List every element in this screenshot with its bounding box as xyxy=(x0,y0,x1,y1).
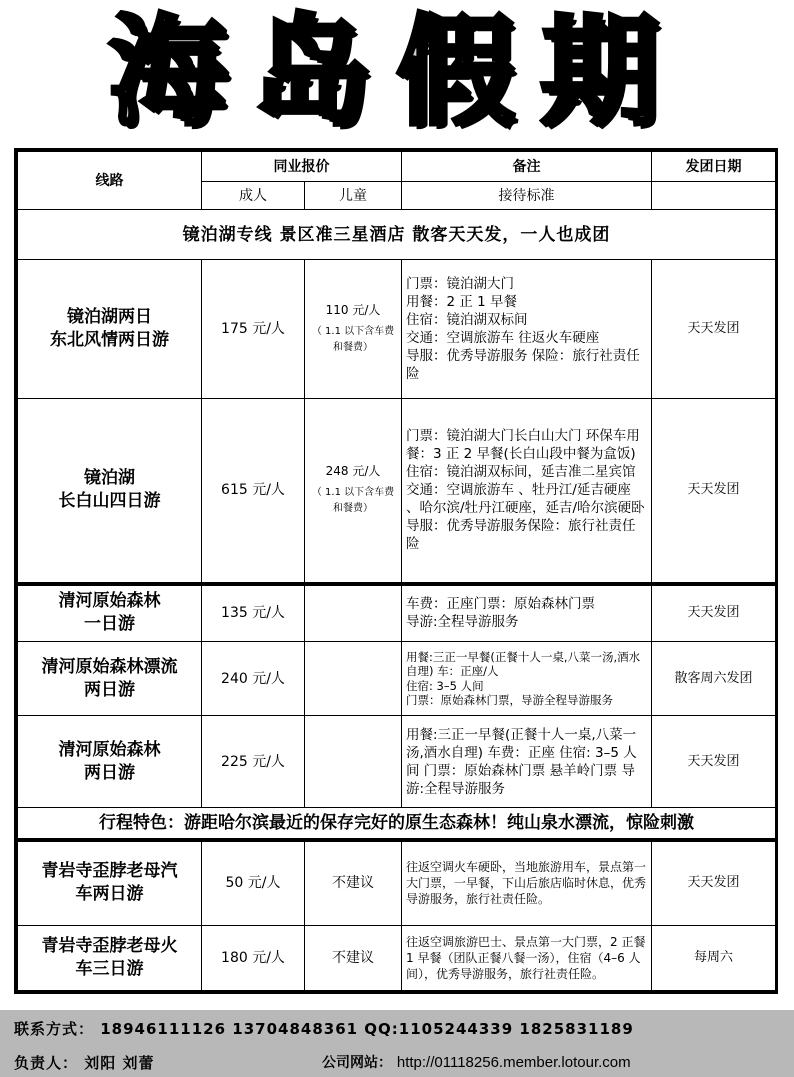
adult-price: 240 元/人 xyxy=(202,642,305,716)
website-line xyxy=(322,1052,631,1072)
price-table xyxy=(17,151,776,991)
child-price xyxy=(305,716,402,808)
section1-banner-row xyxy=(18,210,776,260)
route-name: 两日游 xyxy=(84,762,135,783)
header-remarks: 备注 xyxy=(402,152,652,182)
child-price-cell xyxy=(305,399,402,584)
remarks-cell xyxy=(402,399,652,584)
price-table-frame xyxy=(14,148,778,994)
route-name: 两日游 xyxy=(84,679,135,700)
table-row xyxy=(18,642,776,716)
departure-date: 天天发团 xyxy=(652,840,776,926)
table-row xyxy=(18,926,776,991)
header-child: 儿童 xyxy=(305,182,402,210)
route-name: 一日游 xyxy=(84,614,135,635)
table-row xyxy=(18,716,776,808)
departure-date: 散客周六发团 xyxy=(652,642,776,716)
remark-line: 用餐:三正一早餐(正餐十人一桌,八菜一汤,酒水自理) 车：正座/人 xyxy=(406,649,641,678)
route-name: 东北风情两日游 xyxy=(50,330,169,350)
table-row xyxy=(18,260,776,399)
remark-line: 用餐:三正一早餐(正餐十人一桌,八菜一汤,酒水自理) 车费：正座 住宿: 3–5 人间 门票：原始森林门票 悬羊岭门票 导游:全程导游服务 xyxy=(406,726,637,797)
route-name: 长白山四日游 xyxy=(58,491,161,512)
remark-line: 交通：空调旅游车 往返火车硬座 xyxy=(406,330,600,346)
remarks-cell xyxy=(402,584,652,642)
remark-line: 住宿: 3–5 人间 xyxy=(406,678,484,693)
remark-line: 导游:全程导游服务 xyxy=(406,614,519,631)
website-url[interactable]: http://01118256.member.lotour.com xyxy=(396,1054,631,1071)
remarks-cell xyxy=(402,642,652,716)
route-cell xyxy=(18,399,202,584)
route-cell xyxy=(18,926,202,991)
remark-line: 门票：原始森林门票，导游全程导游服务 xyxy=(406,693,613,707)
route-cell xyxy=(18,840,202,926)
header-route: 线路 xyxy=(18,152,202,210)
header-adult: 成人 xyxy=(202,182,305,210)
departure-date: 天天发团 xyxy=(652,716,776,808)
person-line xyxy=(14,1052,154,1073)
route-name: 镜泊湖 xyxy=(84,468,135,489)
remarks-cell xyxy=(402,716,652,808)
remark-line: 车费：正座门票：原始森林门票 xyxy=(406,596,595,613)
section2-banner: 行程特色：游距哈尔滨最近的保存完好的原生态森林！纯山泉水漂流，惊险刺激 xyxy=(18,808,776,840)
child-price xyxy=(305,642,402,716)
route-name: 青岩寺歪脖老母汽 xyxy=(41,861,178,882)
contact-label: 联系方式： xyxy=(14,1020,95,1038)
header-empty xyxy=(652,182,776,210)
route-cell xyxy=(18,584,202,642)
remarks-cell xyxy=(402,840,652,926)
child-price: 不建议 xyxy=(305,840,402,926)
page-title: 海岛假期 xyxy=(108,3,685,141)
header-standard: 接待标准 xyxy=(402,182,652,210)
section1-banner: 镜泊湖专线 景区准三星酒店 散客天天发，一人也成团 xyxy=(18,210,776,260)
remark-line: 往返空调火车硬卧，当地旅游用车，景点第一大门票，一早餐，下山后旅店临时休息，优秀导游服务，旅行社责任险。 xyxy=(406,860,647,907)
remark-line: 住宿：镜泊湖双标间，延吉准二星宾馆交通：空调旅游车 、牡丹江/延吉硬座 、哈尔滨/牡丹江硬座，延吉/哈尔滨硬卧导服：优秀导游服务保险：旅行社责任险 xyxy=(406,464,645,553)
route-name: 清河原始森林 xyxy=(58,739,161,760)
person-label: 负责人： xyxy=(14,1054,79,1072)
adult-price: 175 元/人 xyxy=(202,260,305,399)
remark-line: 门票：镜泊湖大门长白山大门 环保车用餐：3 正 2 早餐(长白山段中餐为盒饭) xyxy=(406,428,640,463)
child-price-note: （ 1.1 以下含车费和餐费） xyxy=(311,487,395,515)
header-peer-price: 同业报价 xyxy=(202,152,402,182)
route-name: 车两日游 xyxy=(75,884,144,905)
remark-line: 门票：镜泊湖大门 xyxy=(406,276,514,292)
footer xyxy=(0,1010,794,1077)
adult-price: 225 元/人 xyxy=(202,716,305,808)
section2-banner-row xyxy=(18,808,776,840)
departure-date: 天天发团 xyxy=(652,260,776,399)
route-name: 镜泊湖两日 xyxy=(67,307,152,327)
departure-date: 每周六 xyxy=(652,926,776,991)
remark-line: 导服：优秀导游服务 保险：旅行社责任险 xyxy=(406,348,640,382)
route-cell xyxy=(18,260,202,399)
header-departure: 发团日期 xyxy=(652,152,776,182)
child-price: 不建议 xyxy=(305,926,402,991)
table-row xyxy=(18,584,776,642)
website-label: 公司网站： xyxy=(322,1055,392,1071)
route-name: 清河原始森林 xyxy=(58,591,161,612)
route-name: 青岩寺歪脖老母火 xyxy=(41,936,178,956)
remarks-cell xyxy=(402,926,652,991)
contact-line xyxy=(14,1018,634,1039)
adult-price: 135 元/人 xyxy=(202,584,305,642)
header-row xyxy=(18,152,776,182)
route-cell xyxy=(18,642,202,716)
departure-date: 天天发团 xyxy=(652,399,776,584)
table-row xyxy=(18,399,776,584)
route-cell xyxy=(18,716,202,808)
route-name: 车三日游 xyxy=(75,959,144,979)
remark-line: 住宿：镜泊湖双标间 xyxy=(406,312,528,328)
contact-numbers: 18946111126 13704848361 QQ:1105244339 1825831189 xyxy=(100,1020,634,1038)
remarks-cell xyxy=(402,260,652,399)
adult-price: 180 元/人 xyxy=(202,926,305,991)
departure-date: 天天发团 xyxy=(652,584,776,642)
route-name: 清河原始森林漂流 xyxy=(41,656,178,677)
table-row xyxy=(18,840,776,926)
person-names: 刘阳 刘蕾 xyxy=(84,1054,155,1072)
adult-price: 50 元/人 xyxy=(202,840,305,926)
child-price xyxy=(305,584,402,642)
child-price: 248 元/人 xyxy=(325,464,381,479)
remark-line: 往返空调旅游巴士、景点第一大门票，2 正餐 1 早餐（团队正餐八餐一汤），住宿（4–6 人间），优秀导游服务，旅行社责任险。 xyxy=(406,935,646,981)
child-price: 110 元/人 xyxy=(325,303,381,317)
remark-line: 用餐：2 正 1 早餐 xyxy=(406,294,518,310)
child-price-cell xyxy=(305,260,402,399)
child-price-note: （ 1.1 以下含车费和餐费） xyxy=(311,326,395,353)
adult-price: 615 元/人 xyxy=(202,399,305,584)
